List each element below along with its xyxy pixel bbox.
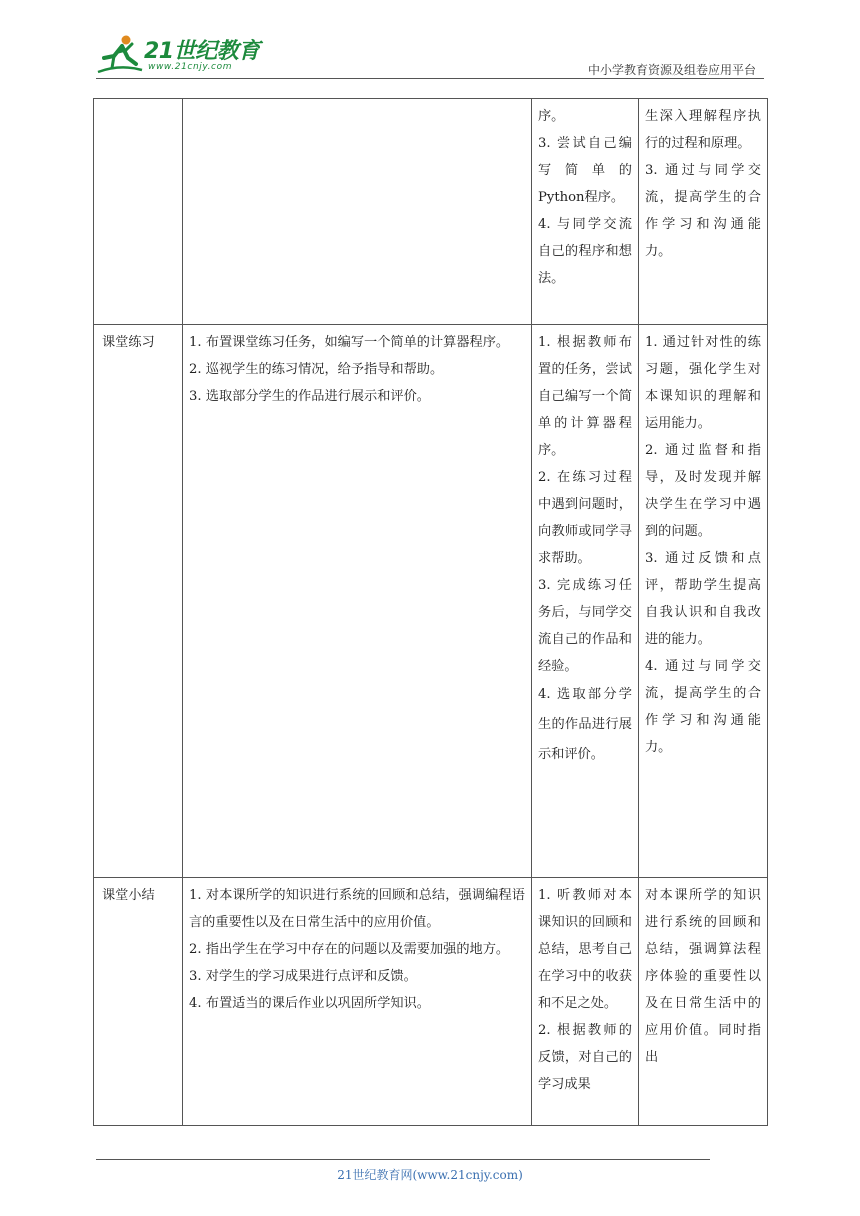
stage-cell [94, 99, 183, 325]
logo-url: www.21cnjy.com [148, 62, 233, 72]
teacher-activity-cell [183, 878, 532, 1126]
header-divider [96, 78, 764, 79]
teacher-item: 1. 布置课堂练习任务，如编写一个简单的计算器程序。 [189, 335, 510, 350]
design-intent-cell [639, 99, 768, 325]
student-item: 4. 与同学交流自己的程序和想法。 [538, 217, 632, 286]
teacher-item: 4. 布置适当的课后作业以巩固所学知识。 [189, 996, 430, 1011]
student-activity-cell [532, 99, 639, 325]
intent-item: 1. 通过针对性的练习题，强化学生对本课知识的理解和运用能力。 [645, 335, 761, 431]
stage-label: 课堂小结 [102, 888, 155, 903]
teacher-activity-cell [183, 99, 532, 325]
teacher-item: 3. 选取部分学生的作品进行展示和评价。 [189, 389, 430, 404]
intent-item: 4. 通过与同学交流，提高学生的合作学习和沟通能力。 [645, 659, 761, 755]
stage-cell [94, 878, 183, 1126]
site-logo [96, 34, 266, 78]
teacher-activity-cell [183, 325, 532, 878]
teacher-item: 3. 对学生的学习成果进行点评和反馈。 [189, 969, 417, 984]
student-item: 1. 根据教师布置的任务，尝试自己编写一个简单的计算器程序。 [538, 335, 632, 458]
footer-divider [96, 1159, 710, 1160]
intent-item: 3. 通过反馈和点评，帮助学生提高自我认识和自我改进的能力。 [645, 551, 761, 647]
intent-item: 生深入理解程序执行的过程和原理。 [645, 109, 761, 151]
student-item: 3. 完成练习任务后，与同学交流自己的作品和经验。 [538, 578, 632, 674]
student-item: 1. 听教师对本课知识的回顾和总结，思考自己在学习中的收获和不足之处。 [538, 888, 632, 1011]
student-item: 4. 选取部分学生的作品进行展示和评价。 [538, 687, 632, 762]
student-activity-cell [532, 878, 639, 1126]
runner-logo-icon [96, 34, 144, 78]
logo-text: 21世纪教育 [144, 39, 260, 64]
stage-cell [94, 325, 183, 878]
student-item: 2. 根据教师的反馈，对自己的学习成果 [538, 1023, 632, 1092]
lesson-plan-table [93, 98, 768, 1126]
intent-item: 2. 通过监督和指导，及时发现并解决学生在学习中遇到的问题。 [645, 443, 761, 539]
teacher-item: 2. 指出学生在学习中存在的问题以及需要加强的地方。 [189, 942, 510, 957]
table-row [94, 99, 768, 325]
student-item: 3. 尝试自己编写简单的Python程序。 [538, 136, 632, 205]
teacher-item: 1. 对本课所学的知识进行系统的回顾和总结，强调编程语言的重要性以及在日常生活中的应用价值。 [189, 888, 525, 930]
intent-item: 对本课所学的知识进行系统的回顾和总结，强调算法程序体验的重要性以及在日常生活中的应用价值。同时指出 [645, 888, 761, 1065]
page-header [0, 0, 860, 80]
footer-text: 21世纪教育网(www.21cnjy.com) [337, 1168, 523, 1182]
student-item: 2. 在练习过程中遇到问题时，向教师或同学寻求帮助。 [538, 470, 632, 566]
teacher-item: 2. 巡视学生的练习情况，给予指导和帮助。 [189, 362, 444, 377]
student-activity-cell [532, 325, 639, 878]
table-row [94, 878, 768, 1126]
stage-label: 课堂练习 [102, 335, 155, 350]
student-item: 序。 [538, 109, 565, 124]
design-intent-cell [639, 325, 768, 878]
table-row [94, 325, 768, 878]
platform-name: 中小学教育资源及组卷应用平台 [587, 63, 756, 77]
stage-label [94, 99, 182, 103]
design-intent-cell [639, 878, 768, 1126]
intent-item: 3. 通过与同学交流，提高学生的合作学习和沟通能力。 [645, 163, 761, 259]
